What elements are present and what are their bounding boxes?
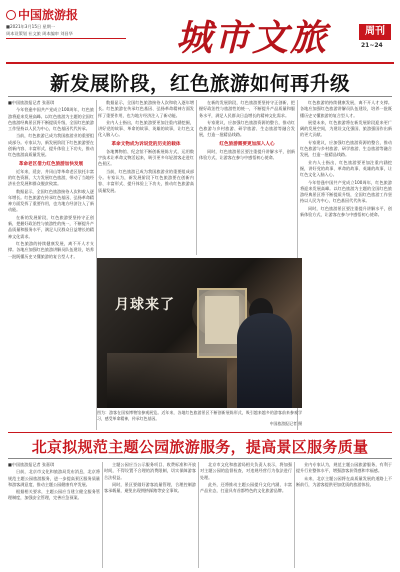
bottom-column-2 <box>104 462 196 568</box>
paragraph: 当前，红色旅游已成为我国旅游业的重要组成部分。专家认为，新发展阶段下红色旅游要在创新内容、丰富形式、提升体验上下功夫，推动红色旅游高质量发展。 <box>8 133 94 158</box>
paragraph: 当前，红色旅游已成为我国旅游业的重要组成部分。专家认为，新发展阶段下红色旅游要在创新内容、丰富形式、提升体验上下功夫，推动红色旅游高质量发展。 <box>98 168 194 193</box>
secondary-headline: 北京拟规范主题公园旅游服务，提高景区服务质量 <box>31 438 369 456</box>
paper-logo <box>6 6 78 23</box>
visitor-figure <box>237 313 292 408</box>
headline-rule <box>8 458 392 459</box>
paragraph: 同时，红色旅游景区要注重提升讲解水平，创新体验方式，让游客在参与中感悟初心使命。 <box>300 205 392 218</box>
paragraph: 主题公园应当公示服务项目、收费标准和开放时间，不得设置不合理的消费限制，切实保障游客合法权益。 <box>104 462 196 480</box>
weekly-badge: 周刊 <box>359 24 391 40</box>
subhead: 革命文物成为诉说党的历史的载体 <box>111 141 181 147</box>
paragraph: 专家建议，应加强红色旅游资源的整合，推动红色旅游与乡村旅游、研学旅游、生态旅游等融合发展，打造一批精品线路。 <box>300 139 392 158</box>
masthead-rule <box>6 62 394 64</box>
paragraph: 近年来，延安、井冈山等革命老区依托丰富的红色资源，大力发展红色旅游，带动了当地经济社会发展和群众脱贫致富。 <box>8 168 94 187</box>
bottom-column-4 <box>296 462 392 568</box>
paragraph: 数据显示，全国红色旅游接待人次和收入逐年增长。红色旅游在传承红色基因、弘扬革命精神方面发挥了重要作用，也为地方经济注入了新动能。 <box>98 100 194 118</box>
paragraph: 专家建议，应加强红色旅游资源的整合，推动红色旅游与乡村旅游、研学旅游、生态旅游等融合发展，打造一批精品线路。 <box>199 119 295 138</box>
paragraph: 数据显示，全国红色旅游接待人次和收入逐年增长。红色旅游在传承红色基因、弘扬革命精神方面发挥了重要作用，也为地方经济注入了新动能。 <box>8 188 94 213</box>
headline-rule <box>8 96 392 97</box>
meta-rule <box>6 38 126 39</box>
photo-overlay-text: 月球来了 <box>115 297 175 313</box>
photo-credit: 中国旅游报记者 摄 <box>269 421 302 427</box>
paragraph: 此外，还将推动主题公园提升文化内涵，丰富产品业态，打造具有首都特色的文化旅游品牌。 <box>200 481 292 494</box>
paragraph: 红色旅游的持续健康发展，离不开人才支撑。各地应加强红色旅游讲解员队伍建设，培养一批既懂历史又懂旅游的复合型人才。 <box>300 100 392 118</box>
paragraph: 同时，红色旅游景区要注重提升讲解水平，创新体验方式，让游客在参与中感悟初心使命。 <box>199 148 295 161</box>
paragraph: 日前，北京市文化和旅游局发布消息，北京将规范主题公园旅游服务，进一步提高景区服务质量和游客满意度，推动主题公园健康有序发展。 <box>8 469 100 487</box>
paragraph: 在新的发展阶段，红色旅游要坚持守正创新，把握好政治性与旅游性的统一，不断提升产品质量和服务水平，满足人民群众日益增长的精神文化需求。 <box>8 214 94 239</box>
paragraph: 今年恰逢中国共产党成立100周年，红色旅游将迎来发展高峰。以红色旅游为主题的全国红色旅游经典景区将不断提质升级，全国红色旅游工作坚持以人民为中心，红色基因代代传承。 <box>300 179 392 204</box>
paragraph: 北京市文化和旅游局相关负责人表示，将加强对主题公园的监督检查，对违规经营行为依法进行处理。 <box>200 462 292 480</box>
article-column-4 <box>300 100 392 430</box>
masthead <box>6 4 394 64</box>
article-byline: ■中国旅游报记者 张嘉琪 <box>8 462 55 467</box>
paragraph: 业内人士指出，红色旅游要更加注重内涵挖掘，讲好党的故事、革命的故事、英雄的故事，让红色文化入脑入心。 <box>98 119 194 138</box>
photo-caption <box>97 410 302 427</box>
main-headline: 新发展阶段，红色旅游如何再升级 <box>49 72 350 95</box>
article-column-1 <box>8 100 94 430</box>
paragraph: 红色旅游的持续健康发展，离不开人才支撑。各地应加强红色旅游讲解员队伍建设，培养一批既懂历史又懂旅游的复合型人才。 <box>8 240 94 259</box>
paragraph: 根据相关要求，主题公园应当建立健全服务管理制度，加强安全管理，完善应急预案。 <box>8 489 100 501</box>
display-case <box>107 353 227 408</box>
paragraph: 业内人士指出，红色旅游要更加注重内涵挖掘，讲好党的故事、革命的故事、英雄的故事，让红色文化入脑入心。 <box>300 159 392 178</box>
paragraph: 同时，景区要做好游客流量管理，合理控制游客承载量，避免出现拥挤踩踏等安全事故。 <box>104 481 196 494</box>
paragraph: 展望未来，红色旅游将在新发展阶段迎来更广阔的发展空间，为建设文化强国、旅游强国作出新的更大贡献。 <box>300 119 392 138</box>
issue-line: ■2021年3月15日 星期一 <box>6 24 56 29</box>
section-title: 城市文旅 <box>176 17 329 59</box>
paragraph: 业内专家认为，规范主题公园旅游服务，有利于提升行业整体水平，增强游客获得感和幸福感。 <box>296 462 392 474</box>
news-photo <box>97 258 302 408</box>
editor-line: 周本设策划 社文旅 周本编审 刘昌华 <box>6 31 73 36</box>
paragraph: 未来，北京主题公园将在高质量发展的道路上不断前行，为游客提供更加优质的旅游体验。 <box>296 475 392 487</box>
subhead: 红色旅游需要更加深入人心 <box>219 141 275 147</box>
article-column-2 <box>98 100 194 255</box>
article-byline: ■中国旅游报记者 张嘉琪 <box>8 100 55 105</box>
caption-text: 图为：游客在国家博物馆参观展览。近年来，各地红色旅游景区不断创新展陈形式，吸引越来越多的游客前来参观学习，感受革命精神，传承红色基因。 <box>97 410 302 421</box>
subhead: 革命老区借力红色旅游加快发展 <box>18 161 84 167</box>
paper-name: 中国旅游报 <box>18 8 79 22</box>
article-column-3 <box>199 100 295 255</box>
paragraph: 在新的发展阶段，红色旅游要坚持守正创新，把握好政治性与旅游性的统一，不断提升产品质量和服务水平，满足人民群众日益增长的精神文化需求。 <box>199 100 295 118</box>
page-range: 21~24 <box>361 42 383 49</box>
paragraph: 今年恰逢中国共产党成立100周年，红色旅游将迎来发展高峰。以红色旅游为主题的全国红色旅游经典景区将不断提质升级，全国红色旅游工作坚持以人民为中心，红色基因代代传承。 <box>8 107 94 132</box>
seal-icon <box>6 10 16 20</box>
bottom-column-1 <box>8 462 100 568</box>
section-rule <box>8 432 392 433</box>
bottom-column-3 <box>200 462 292 568</box>
paragraph: 各地博物馆、纪念馆不断创新展陈方式，运用数字技术让革命文物活起来，吸引更多年轻游客走进红色景区。 <box>98 148 194 167</box>
